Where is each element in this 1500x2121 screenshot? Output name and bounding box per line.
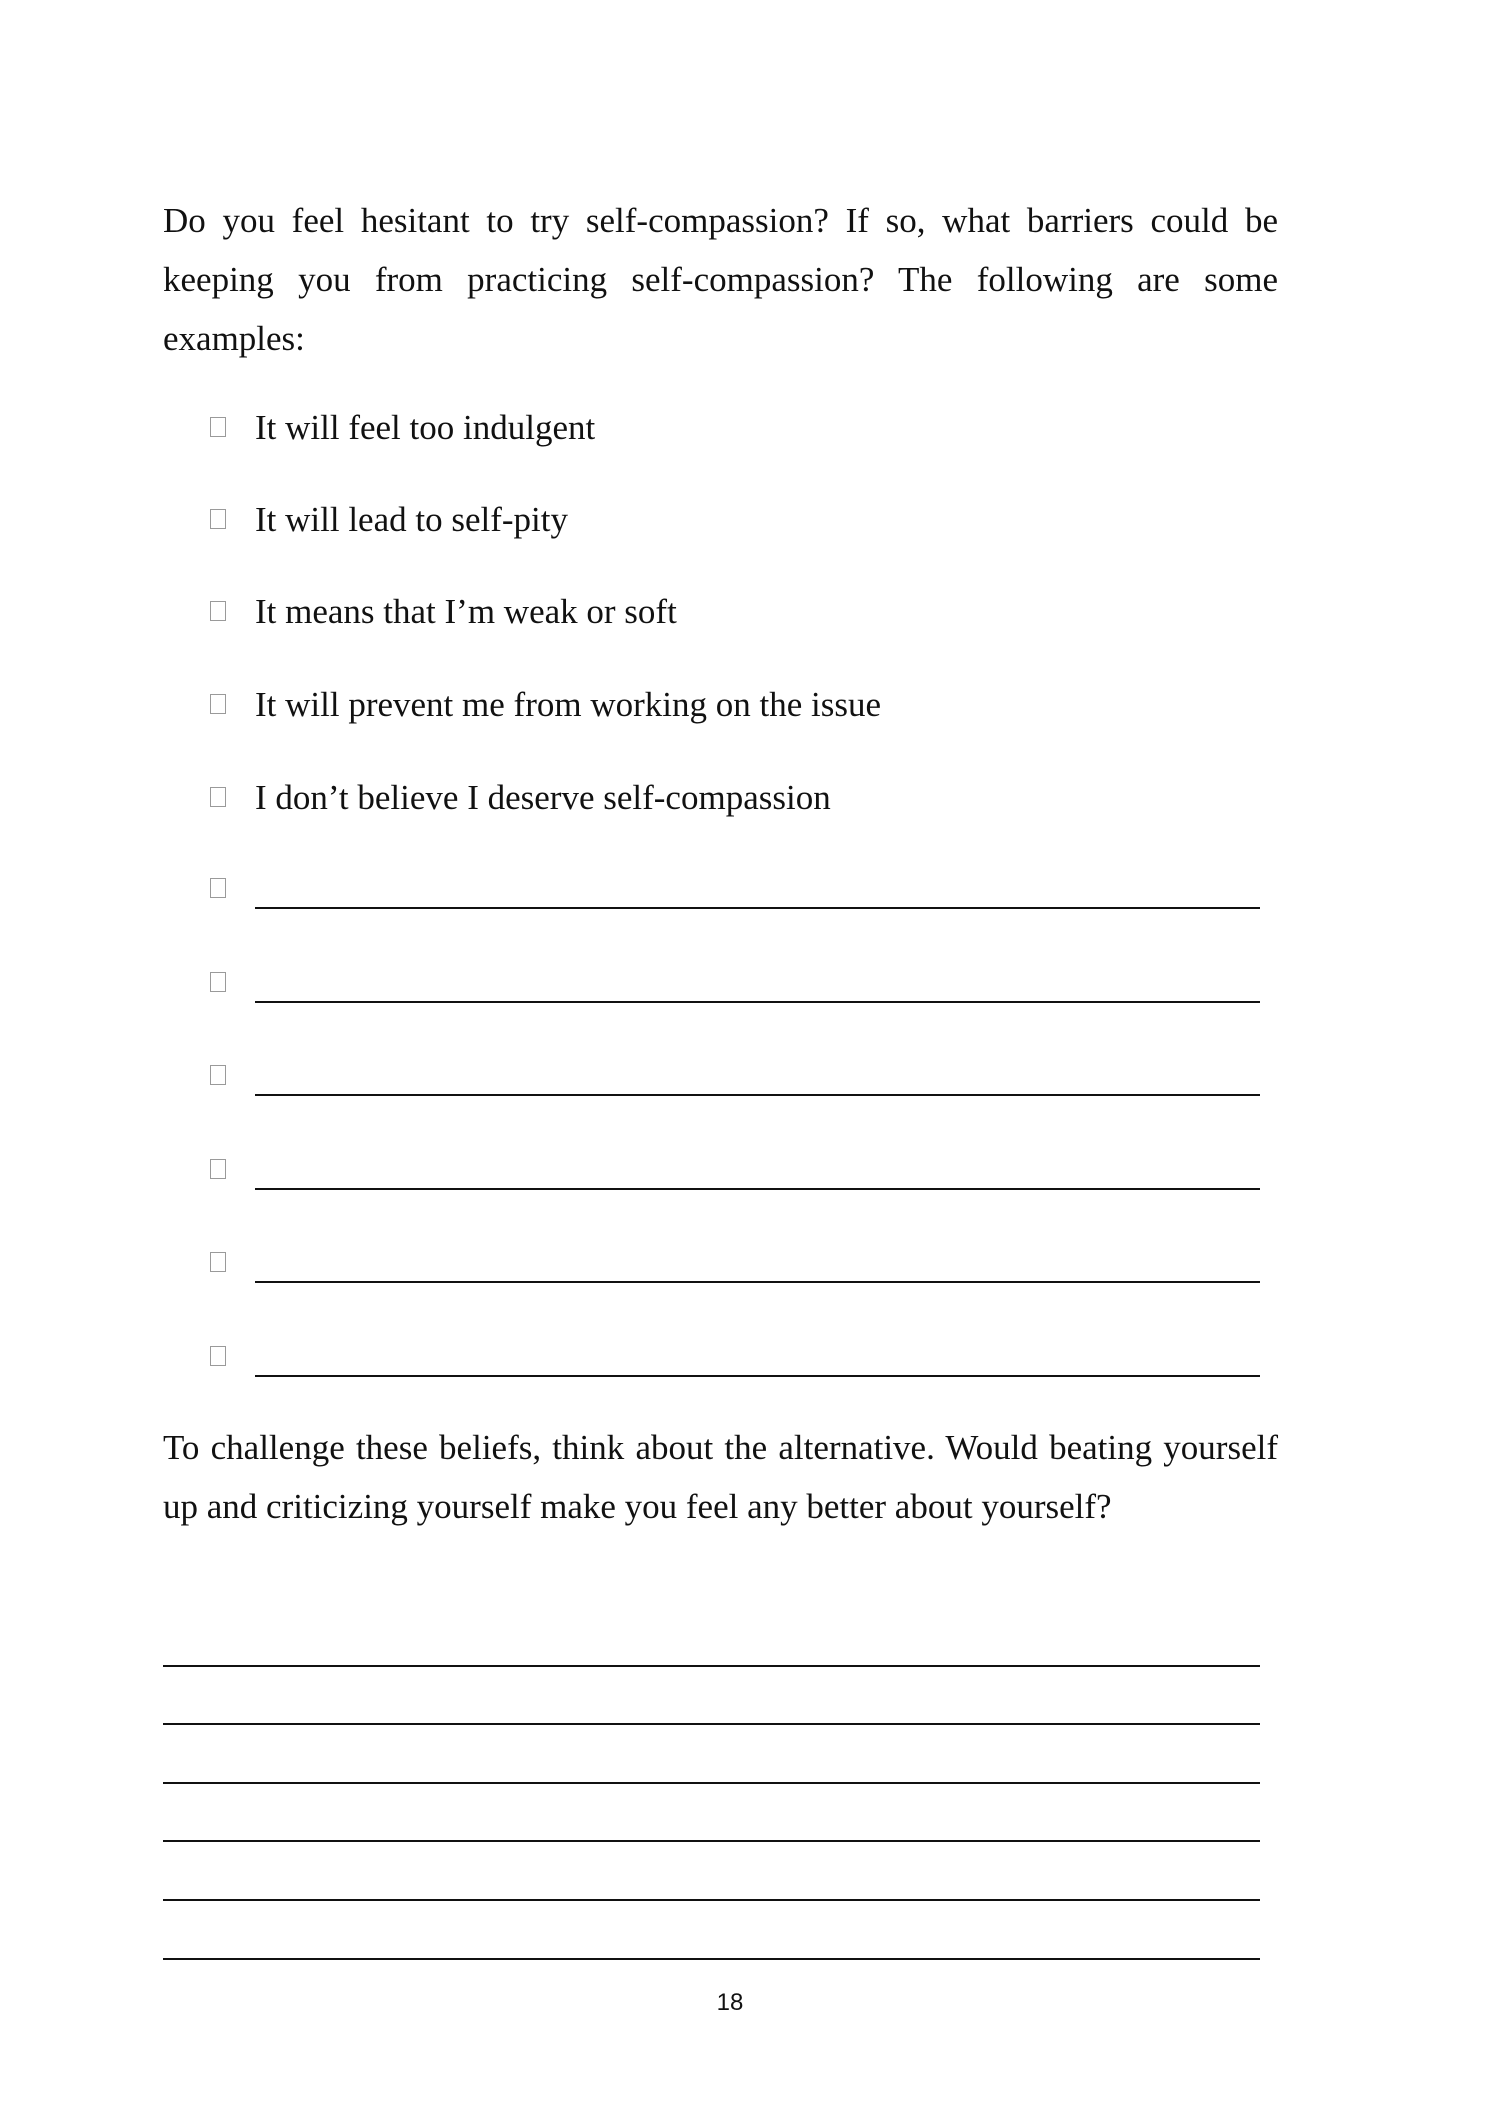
answer-line[interactable]	[163, 1840, 1260, 1842]
answer-line[interactable]	[163, 1665, 1260, 1667]
checklist-item-blank	[210, 953, 1270, 1013]
checklist-item-label: It means that I’m weak or soft	[255, 592, 677, 631]
checklist-item-label: It will prevent me from working on the issue	[255, 685, 881, 724]
checklist-item-blank	[210, 1327, 1270, 1387]
checklist-item	[210, 398, 1270, 458]
checklist-item-label: It will feel too indulgent	[255, 408, 596, 447]
challenge-paragraph: To challenge these beliefs, think about the alternative. Would beating yourself up and criticizing yourself make you feel any better about yourself?	[163, 1428, 1278, 1526]
checkbox[interactable]	[210, 787, 226, 807]
checkbox[interactable]	[210, 509, 226, 529]
checklist-item	[210, 582, 1270, 642]
answer-line[interactable]	[163, 1958, 1260, 1960]
checklist-item-blank	[210, 1140, 1270, 1200]
answer-line[interactable]	[163, 1899, 1260, 1901]
checkbox[interactable]	[210, 694, 226, 714]
checkbox[interactable]	[210, 1346, 226, 1366]
checklist-item	[210, 675, 1270, 735]
checklist-item-blank	[210, 859, 1270, 919]
write-in-line[interactable]	[255, 1281, 1260, 1283]
write-in-line[interactable]	[255, 1094, 1260, 1096]
checkbox[interactable]	[210, 878, 226, 898]
checklist-item-blank	[210, 1233, 1270, 1293]
checkbox[interactable]	[210, 972, 226, 992]
page-number: 18	[716, 1989, 744, 2016]
write-in-line[interactable]	[255, 1001, 1260, 1003]
checklist-item-blank	[210, 1046, 1270, 1106]
write-in-line[interactable]	[255, 907, 1260, 909]
checkbox[interactable]	[210, 1252, 226, 1272]
write-in-line[interactable]	[255, 1375, 1260, 1377]
checklist-item	[210, 490, 1270, 550]
checklist-item	[210, 768, 1270, 828]
answer-line[interactable]	[163, 1782, 1260, 1784]
checklist-item-label: I don’t believe I deserve self-compassion	[255, 778, 831, 817]
checkbox[interactable]	[210, 601, 226, 621]
intro-paragraph: Do you feel hesitant to try self-compassion? If so, what barriers could be keeping you from practicing self-compassion? The following are some examples:	[163, 201, 1278, 358]
checkbox[interactable]	[210, 417, 226, 437]
answer-line[interactable]	[163, 1723, 1260, 1725]
checkbox[interactable]	[210, 1159, 226, 1179]
checkbox[interactable]	[210, 1065, 226, 1085]
write-in-line[interactable]	[255, 1188, 1260, 1190]
checklist-item-label: It will lead to self-pity	[255, 500, 568, 539]
